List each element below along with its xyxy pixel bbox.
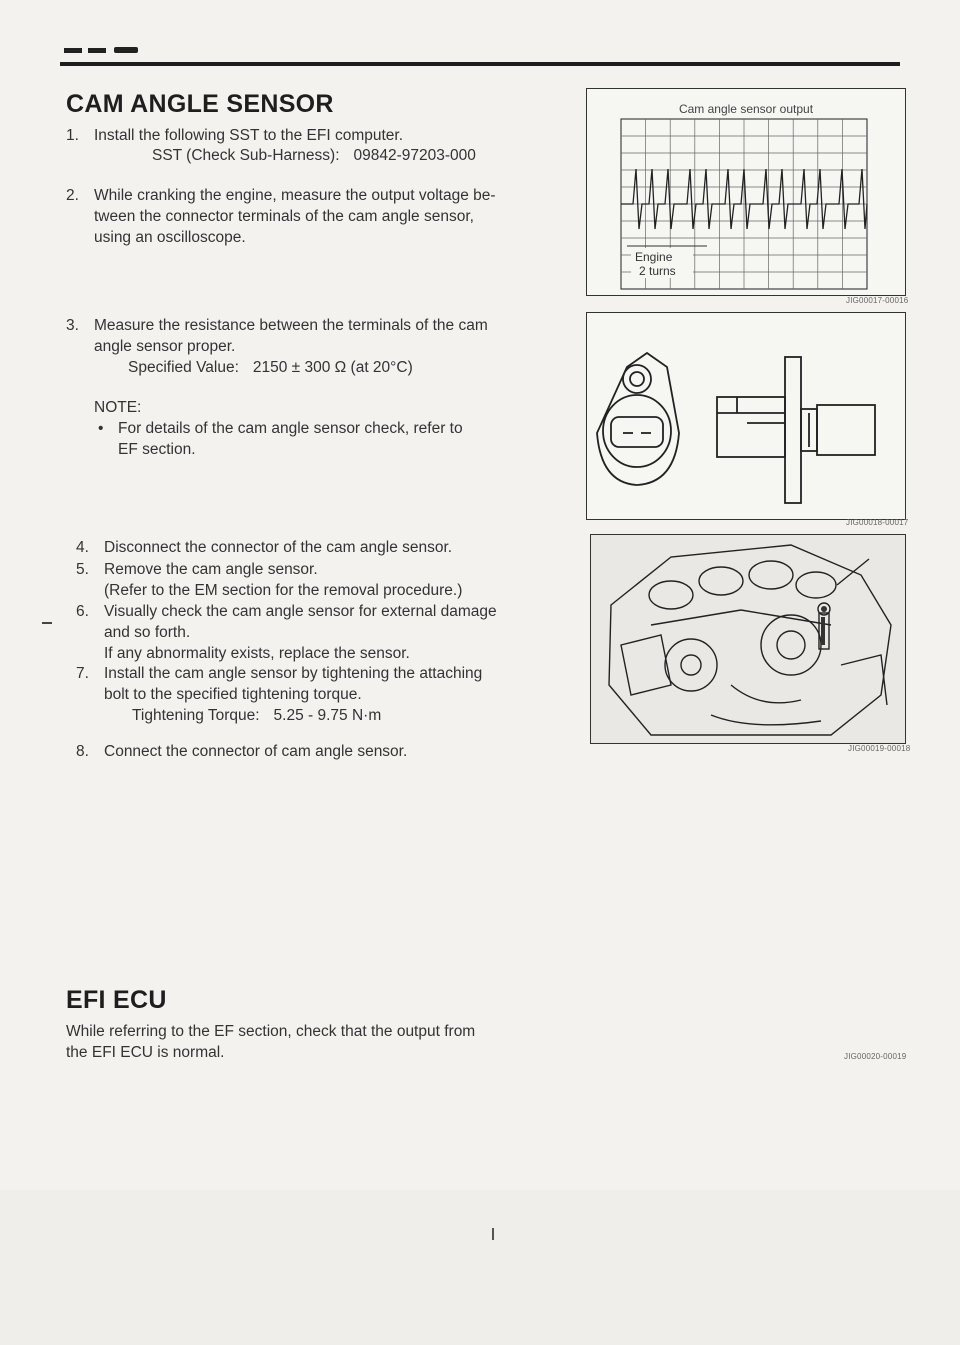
step-number: 5. bbox=[76, 561, 89, 578]
spec-value: 2150 ± 300 Ω (at 20°C) bbox=[252, 359, 413, 376]
header-mark bbox=[62, 44, 142, 56]
step-text-line-2: (Refer to the EM section for the removal procedure.) bbox=[104, 582, 463, 599]
step-text-line-2: and so forth. bbox=[104, 624, 191, 641]
figure-id-oscilloscope: JIG00017-00016 bbox=[846, 296, 909, 305]
spec-value: 5.25 - 9.75 N·m bbox=[273, 707, 382, 724]
note-title: NOTE: bbox=[94, 399, 142, 416]
oscilloscope-title: Cam angle sensor output bbox=[678, 102, 814, 116]
step-number: 6. bbox=[76, 603, 89, 620]
step-text: Disconnect the connector of the cam angle sensor. bbox=[104, 539, 453, 556]
step-3 bbox=[66, 316, 556, 358]
sst-spec bbox=[152, 146, 476, 166]
step-5 bbox=[76, 560, 556, 602]
step-number: 4. bbox=[76, 539, 89, 556]
efi-text-line-2: the EFI ECU is normal. bbox=[66, 1044, 225, 1061]
step-number: 8. bbox=[76, 743, 89, 760]
figure-id-engine: JIG00019-00018 bbox=[848, 744, 911, 753]
step-text-line-1: Install the cam angle sensor by tightening the attaching bbox=[104, 665, 483, 682]
spec-label: SST (Check Sub-Harness): bbox=[152, 147, 340, 164]
step-text-line-2: bolt to the specified tightening torque. bbox=[104, 686, 362, 703]
cam-angle-sensor-icon bbox=[587, 313, 905, 519]
step-text: Connect the connector of cam angle sensor. bbox=[104, 743, 408, 760]
step-number: 3. bbox=[66, 317, 79, 334]
spec-value: 09842-97203-000 bbox=[353, 147, 476, 164]
step-number: 2. bbox=[66, 187, 79, 204]
spec-label: Tightening Torque: bbox=[132, 707, 260, 724]
step-text-line-1: Measure the resistance between the terminals of the cam bbox=[94, 317, 488, 334]
efi-text-line-1: While referring to the EF section, check that the output from bbox=[66, 1023, 476, 1040]
spec-label: Specified Value: bbox=[128, 359, 239, 376]
step-text-line-2: tween the connector terminals of the cam angle sensor, bbox=[94, 208, 474, 225]
oscilloscope-graphic bbox=[587, 89, 905, 295]
turns-label: 2 turns bbox=[639, 264, 676, 278]
footer-tick bbox=[492, 1228, 494, 1240]
step-text: Install the following SST to the EFI computer. bbox=[94, 127, 404, 144]
figure-id-sensor: JIG00018-00017 bbox=[846, 518, 909, 527]
step-7 bbox=[76, 664, 566, 706]
step-2 bbox=[66, 186, 556, 248]
page-footer bbox=[0, 1190, 960, 1345]
step-number: 7. bbox=[76, 665, 89, 682]
page-title: CAM ANGLE SENSOR bbox=[66, 90, 334, 118]
resistance-spec bbox=[128, 358, 413, 378]
oscilloscope-figure bbox=[586, 88, 906, 296]
step-text-line-1: While cranking the engine, measure the output voltage be- bbox=[94, 187, 496, 204]
note-text-line-1: For details of the cam angle sensor check, refer to bbox=[118, 420, 463, 437]
header-rule bbox=[60, 62, 900, 66]
efi-section-title: EFI ECU bbox=[66, 986, 167, 1014]
engine-label: Engine bbox=[635, 250, 673, 264]
step-text-line-1: Visually check the cam angle sensor for external damage bbox=[104, 603, 497, 620]
margin-dash bbox=[42, 622, 52, 624]
torque-spec bbox=[132, 706, 381, 726]
step-text-line-1: Remove the cam angle sensor. bbox=[104, 561, 318, 578]
step-text-line-2: angle sensor proper. bbox=[94, 338, 236, 355]
engine-head-icon bbox=[591, 535, 905, 743]
note-bullet: • bbox=[98, 420, 104, 437]
figure-id-efi: JIG00020-00019 bbox=[844, 1052, 907, 1061]
note-text-line-2: EF section. bbox=[118, 441, 196, 458]
step-6 bbox=[76, 602, 566, 664]
step-number: 1. bbox=[66, 127, 79, 144]
step-text-line-3: If any abnormality exists, replace the sensor. bbox=[104, 645, 410, 662]
sensor-figure bbox=[586, 312, 906, 520]
step-text-line-3: using an oscilloscope. bbox=[94, 229, 246, 246]
engine-figure bbox=[590, 534, 906, 744]
